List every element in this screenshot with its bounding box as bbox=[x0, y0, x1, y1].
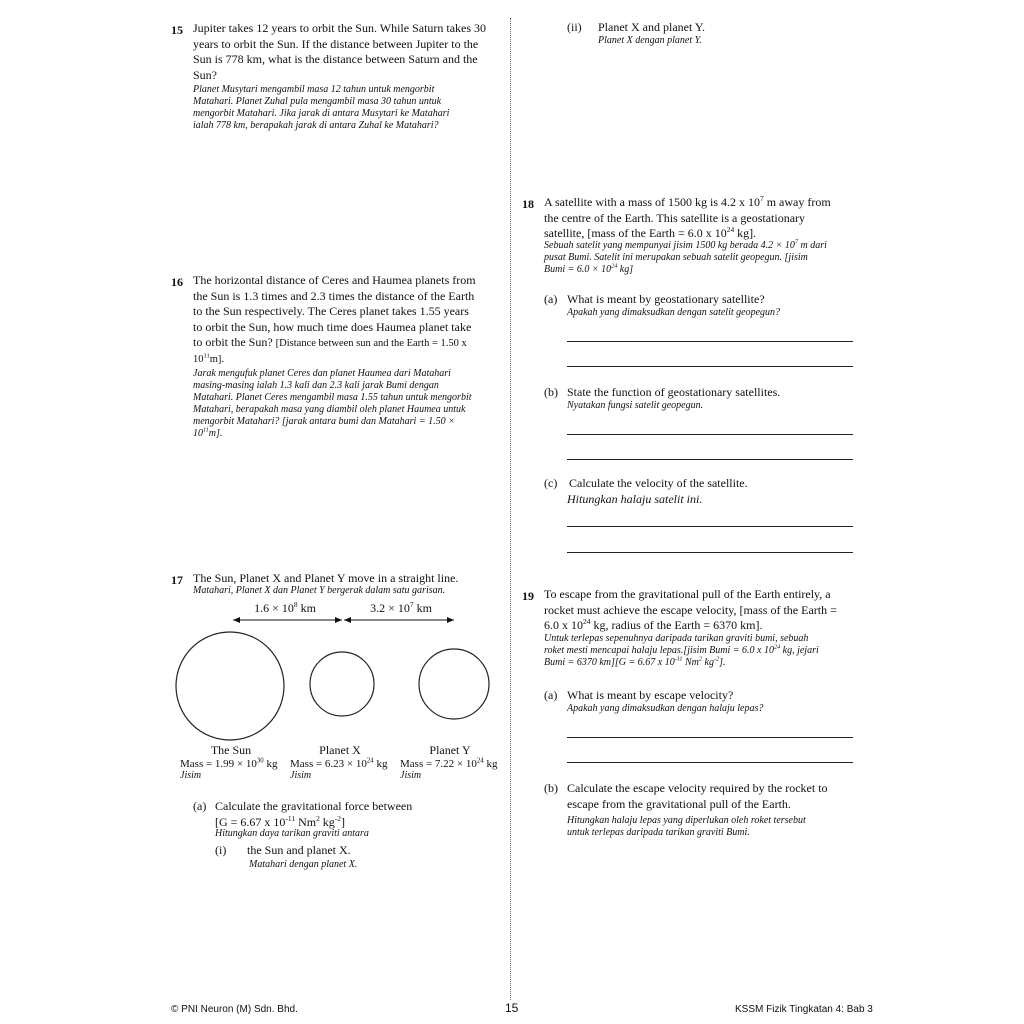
planet-x-name: Planet X bbox=[319, 743, 361, 757]
q17ai-malay: Matahari dengan planet X. bbox=[249, 859, 358, 870]
q16-malay bbox=[193, 368, 502, 440]
q16-en-line bbox=[193, 335, 502, 352]
q18a-text: What is meant by geostationary satellite? bbox=[567, 292, 765, 306]
q17-malay: Matahari, Planet X dan Planet Y bergerak dalam satu garisan. bbox=[193, 585, 446, 596]
exp: -11 bbox=[674, 655, 683, 663]
const-part: kg bbox=[319, 815, 335, 829]
q18b-answer-line-1[interactable] bbox=[567, 434, 853, 435]
q18-ms-line bbox=[544, 240, 853, 252]
q19-ms-line: Untuk terlepas sepenuhnya daripada tarikan graviti bumi, sebuah bbox=[544, 633, 809, 644]
exp: 2 bbox=[698, 655, 703, 663]
planet-y-jisim: Jisim bbox=[400, 770, 422, 781]
q19a-text: What is meant by escape velocity? bbox=[567, 688, 734, 702]
q19b-ms-line: Hitungkan halaju lepas yang diperlukan oleh roket tersebut bbox=[567, 815, 806, 826]
q18a-answer-line-1[interactable] bbox=[567, 341, 853, 342]
distance-exp: 8 bbox=[293, 600, 298, 609]
planet-y-name: Planet Y bbox=[429, 743, 471, 757]
q19-english bbox=[544, 587, 853, 634]
q19a-malay: Apakah yang dimaksudkan dengan halaju lepas? bbox=[567, 703, 764, 714]
q19a-label: (a) bbox=[544, 688, 558, 702]
text-part: satellite, [mass of the Earth = 6.0 x 10 bbox=[544, 226, 727, 240]
q16-en-line: to orbit the Sun, how much time does Haumea planet take bbox=[193, 319, 472, 334]
q17-number: 17 bbox=[171, 573, 183, 587]
q18c-answer-line-2[interactable] bbox=[567, 552, 853, 553]
q16-distance-note: [Distance between sun and the Earth = 1.50 x bbox=[275, 338, 467, 349]
text-part: m away from bbox=[763, 195, 831, 209]
q18a-label: (a) bbox=[544, 292, 558, 306]
q18b-label: (b) bbox=[544, 385, 558, 399]
distance-unit: km bbox=[413, 601, 432, 615]
q15-en-line: Jupiter takes 12 years to orbit the Sun. While Saturn takes 30 bbox=[193, 21, 487, 35]
text-part: Bumi = 6370 km][G = 6.67 x 10 bbox=[544, 657, 675, 668]
distance-value: 3.2 × 10 bbox=[370, 601, 410, 615]
q15-number: 15 bbox=[171, 23, 183, 37]
q19b-malay bbox=[567, 815, 853, 839]
distance-value: 1.6 × 10 bbox=[254, 601, 294, 615]
q19-en-line: To escape from the gravitational pull of the Earth entirely, a bbox=[544, 587, 831, 601]
sun-name: The Sun bbox=[210, 743, 252, 757]
q19b-text bbox=[567, 781, 853, 812]
q17ai-text: the Sun and planet X. bbox=[247, 843, 351, 857]
q19b-ms-line: untuk terlepas daripada tarikan graviti Bumi. bbox=[567, 827, 750, 838]
q17aii-text: Planet X and planet Y. bbox=[598, 20, 705, 34]
q18c-malay: Hitungkan halaju satelit ini. bbox=[567, 492, 703, 506]
sun-jisim: Jisim bbox=[180, 770, 202, 781]
q16-ms-exp-base: 10 bbox=[193, 428, 203, 439]
const-exp: -2 bbox=[334, 814, 341, 823]
exp: -2 bbox=[713, 655, 720, 663]
mass-exp: 24 bbox=[366, 757, 374, 765]
q16-exp-sup: 11 bbox=[203, 352, 210, 359]
q16-ms-line: Jarak mengufuk planet Ceres dan planet Haumea dari Matahari bbox=[193, 368, 451, 379]
planet-y-circle bbox=[419, 649, 489, 719]
q16-ms-line: masing-masing ialah 1.3 kali dan 2.3 kali jarak Bumi dengan bbox=[193, 380, 439, 391]
q18b-malay: Nyatakan fungsi satelit geopegun. bbox=[567, 400, 704, 411]
q17aii-label: (ii) bbox=[567, 20, 582, 34]
q16-exp-base: 10 bbox=[193, 353, 204, 365]
q15-ms-line: Matahari. Planet Zuhal pula mengambil masa 30 tahun untuk bbox=[193, 96, 442, 107]
q16-ms-line: Matahari, berapakah masa yang diambil oleh planet Haumea untuk bbox=[193, 404, 466, 415]
text-part: m dari bbox=[797, 240, 827, 251]
footer-page-number: 15 bbox=[505, 1001, 519, 1015]
q19-en-line bbox=[544, 618, 853, 634]
distance-exp: 7 bbox=[409, 600, 414, 609]
q18b-text: State the function of geostationary satellites. bbox=[567, 385, 781, 399]
q17ai-label: (i) bbox=[215, 843, 227, 857]
footer-copyright: © PNI Neuron (M) Sdn. Bhd. bbox=[171, 1004, 298, 1015]
planet-x-jisim: Jisim bbox=[290, 770, 312, 781]
const-part: [G = 6.67 x 10 bbox=[215, 815, 286, 829]
mass-value: Mass = 1.99 × 10 bbox=[180, 758, 257, 770]
column-divider bbox=[510, 18, 511, 1000]
q16-en-line6 bbox=[193, 352, 502, 368]
mass-unit: kg bbox=[263, 758, 278, 770]
q16-en-line: the Sun is 1.3 times and 2.3 times the distance of the Earth bbox=[193, 288, 475, 303]
q18-en-line bbox=[544, 195, 853, 211]
q18-malay bbox=[544, 240, 853, 276]
const-part: Nm bbox=[295, 815, 317, 829]
text-part: kg] bbox=[617, 264, 634, 275]
q15-ms-line: Planet Musytari mengambil masa 12 tahun untuk mengorbit bbox=[193, 84, 435, 95]
exp: 24 bbox=[583, 617, 591, 626]
q19-en-line: rocket must achieve the escape velocity, [mass of the Earth = bbox=[544, 602, 837, 617]
q16-en-line: to the Sun respectively. The Ceres planet takes 1.55 years bbox=[193, 304, 469, 318]
const-part: ] bbox=[341, 815, 345, 829]
mass-exp: 24 bbox=[476, 757, 484, 765]
q19b-line: Calculate the escape velocity required by the rocket to bbox=[567, 781, 828, 795]
mass-value: Mass = 7.22 × 10 bbox=[400, 758, 477, 770]
planet-x-circle bbox=[310, 652, 374, 716]
distance-arrow-x-y bbox=[344, 617, 454, 623]
exp: 7 bbox=[759, 194, 764, 203]
q16-english bbox=[193, 273, 502, 367]
q19a-answer-line-2[interactable] bbox=[567, 762, 853, 763]
text-part: A satellite with a mass of 1500 kg is 4.2 x 10 bbox=[544, 195, 760, 209]
const-exp: 2 bbox=[316, 814, 320, 823]
text-part: kg]. bbox=[734, 226, 757, 240]
text-part: kg, jejari bbox=[780, 645, 819, 656]
q18-en-line: the centre of the Earth. This satellite is a geostationary bbox=[544, 210, 806, 225]
q16-ms-line6 bbox=[193, 428, 502, 440]
q18-ms-line: pusat Bumi. Satelit ini merupakan sebuah satelit geopegun. [jisim bbox=[544, 252, 808, 263]
q19a-answer-line-1[interactable] bbox=[567, 737, 853, 738]
exp: 24 bbox=[773, 643, 781, 651]
const-exp: -11 bbox=[285, 814, 296, 823]
q15-en-line: Sun? bbox=[193, 67, 217, 82]
q15-en-line: years to orbit the Sun. If the distance between Jupiter to the bbox=[193, 36, 479, 51]
distance-unit: km bbox=[297, 601, 316, 615]
exp: 24 bbox=[726, 225, 735, 234]
q16-exp-tail: m]. bbox=[209, 353, 225, 365]
text-part: 6.0 x 10 bbox=[544, 618, 583, 632]
q16-ms-line: mengorbit Matahari? [jarak antara bumi dan Matahari = 1.50 × bbox=[193, 416, 455, 427]
q17aii-malay: Planet X dengan planet Y. bbox=[598, 35, 702, 46]
exp: 24 bbox=[611, 262, 618, 270]
q16-ms-line: Matahari. Planet Ceres mengambil masa 1.55 tahun untuk mengorbit bbox=[193, 392, 472, 403]
q16-en-line5: to orbit the Sun? bbox=[193, 335, 273, 349]
exp: 7 bbox=[794, 238, 798, 246]
q15-malay bbox=[193, 84, 502, 132]
text-part: kg bbox=[702, 657, 714, 668]
text-part: roket mesti mencapai halaju lepas.[jisim Bumi = 6.0 x 10 bbox=[544, 645, 774, 656]
mass-unit: kg bbox=[373, 758, 388, 770]
text-part: Sebuah satelit yang mempunyai jisim 1500 kg berada 4.2 × 10 bbox=[544, 240, 795, 251]
text-part: Nm bbox=[682, 657, 699, 668]
q18-number: 18 bbox=[522, 197, 534, 211]
footer-course: KSSM Fizik Tingkatan 4: Bab 3 bbox=[735, 1004, 873, 1015]
q18c-text: Calculate the velocity of the satellite. bbox=[569, 476, 748, 490]
q18-english bbox=[544, 195, 853, 242]
q17-english: The Sun, Planet X and Planet Y move in a straight line. bbox=[193, 571, 459, 585]
q16-ms-exp-sup: 11 bbox=[203, 426, 209, 434]
text-part: Bumi = 6.0 × 10 bbox=[544, 264, 612, 275]
q17a-text: Calculate the gravitational force between bbox=[215, 799, 413, 813]
q15-ms-line: ialah 778 km, berapakah jarak di antara Zuhal ke Matahari? bbox=[193, 120, 439, 131]
mass-exp: 30 bbox=[256, 757, 264, 765]
mass-value: Mass = 6.23 × 10 bbox=[290, 758, 367, 770]
q19b-line: escape from the gravitational pull of the Earth. bbox=[567, 796, 791, 811]
q15-en-line: Sun is 778 km, what is the distance between Saturn and the bbox=[193, 52, 478, 66]
q17a-malay: Hitungkan daya tarikan graviti antara bbox=[215, 828, 369, 839]
q19-malay bbox=[544, 633, 853, 669]
q19-ms-line bbox=[544, 657, 853, 669]
q18-ms-line bbox=[544, 264, 853, 276]
q18c-label: (c) bbox=[544, 476, 558, 490]
q15-ms-line: mengorbit Matahari. Jika jarak di antara Musytari ke Matahari bbox=[193, 108, 450, 119]
q19-number: 19 bbox=[522, 589, 534, 603]
q16-ms-exp-tail: m]. bbox=[208, 428, 223, 439]
planets-diagram bbox=[170, 610, 510, 750]
q16-number: 16 bbox=[171, 275, 183, 289]
q15-english bbox=[193, 21, 502, 83]
q17a-label: (a) bbox=[193, 799, 207, 813]
q18a-malay: Apakah yang dimaksudkan dengan satelit geopegun? bbox=[567, 307, 781, 318]
q18c-answer-line-1[interactable] bbox=[567, 526, 853, 527]
text-part: ]. bbox=[719, 657, 726, 668]
mass-unit: kg bbox=[483, 758, 498, 770]
distance-arrow-sun-x bbox=[233, 617, 342, 623]
text-part: kg, radius of the Earth = 6370 km]. bbox=[590, 618, 763, 632]
q18b-answer-line-2[interactable] bbox=[567, 459, 853, 460]
q19b-label: (b) bbox=[544, 781, 558, 795]
sun-circle bbox=[176, 632, 284, 740]
q18a-answer-line-2[interactable] bbox=[567, 366, 853, 367]
q16-en-line: The horizontal distance of Ceres and Haumea planets from bbox=[193, 273, 476, 287]
